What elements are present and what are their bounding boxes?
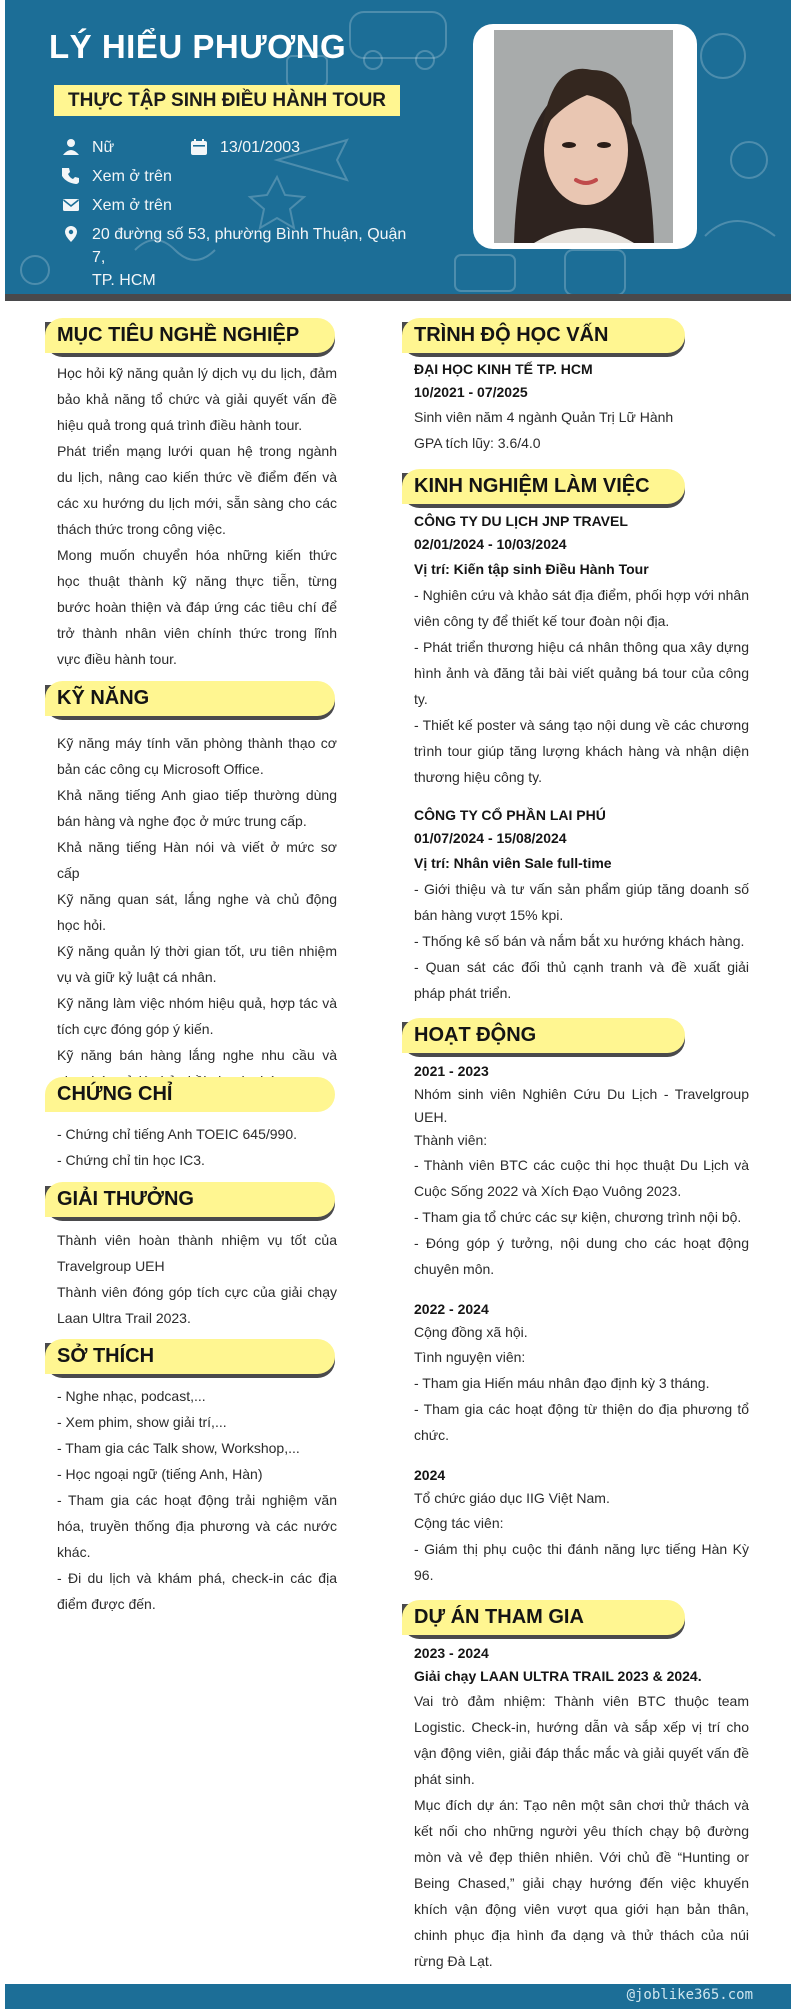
award-item: Thành viên hoàn thành nhiệm vụ tốt của Travelgroup UEH — [57, 1232, 337, 1274]
birthday-row — [190, 136, 300, 159]
experience-bullet: - Thiết kế poster và sáng tạo nội dung về các chương trình tour giúp tăng lượng khách hàng và nhận diện thương hiệu công ty. — [414, 717, 749, 785]
section-title: TRÌNH ĐỘ HỌC VẤN — [402, 318, 685, 353]
education-period: 10/2021 - 07/2025 — [414, 384, 528, 400]
activity-line: - Tham gia các hoạt động từ thiện do địa phương tổ chức. — [414, 1401, 749, 1443]
certificates-list — [57, 1121, 337, 1173]
experience-bullet: - Phát triển thương hiệu cá nhân thông qua xây dựng hình ảnh và đăng tải bài viết quảng bá tour của công ty. — [414, 639, 749, 707]
footer-watermark: @joblike365.com — [626, 1987, 753, 2003]
section-activities — [402, 1018, 685, 1053]
activity-line: Cộng đồng xã hội. — [414, 1324, 528, 1340]
activity-year: 2024 — [414, 1467, 446, 1483]
school-name: ĐẠI HỌC KINH TẾ TP. HCM — [414, 361, 593, 377]
activity-line: - Đóng góp ý tưởng, nội dung cho các hoạt động chuyên môn. — [414, 1235, 749, 1277]
section-title: CHỨNG CHỈ — [45, 1077, 335, 1112]
experience-period: 02/01/2024 - 10/03/2024 — [414, 536, 567, 552]
activity-entry — [414, 1298, 749, 1448]
portrait-illustration — [494, 30, 673, 243]
experience-position: Vị trí: Nhân viên Sale full-time — [414, 855, 612, 871]
career-goal-paragraph: Học hỏi kỹ năng quản lý dịch vụ du lịch, đảm bảo khả năng tổ chức và giải quyết vấn đề hiệu quả trong quá trình điều hành tour. — [57, 365, 337, 433]
activity-line: - Thành viên BTC các cuộc thi học thuật Du Lịch và Cuộc Sống 2022 và Xích Đạo Vuông 2023. — [414, 1157, 749, 1199]
activity-line: - Tham gia Hiến máu nhân đạo định kỳ 3 tháng. — [414, 1375, 710, 1391]
section-projects — [402, 1600, 685, 1635]
user-icon — [62, 138, 80, 156]
certificate-item: - Chứng chỉ tin học IC3. — [57, 1152, 205, 1168]
section-education — [402, 318, 685, 353]
activity-line: Thành viên: — [414, 1132, 488, 1148]
candidate-name: LÝ HIỂU PHƯƠNG — [49, 28, 347, 65]
section-title: KỸ NĂNG — [45, 681, 335, 716]
phone-row — [62, 165, 172, 188]
activity-line: Tình nguyện viên: — [414, 1349, 526, 1365]
section-career-goal — [45, 318, 335, 353]
address-row — [62, 223, 422, 292]
career-goal-paragraph: Phát triển mạng lưới quan hệ trong ngành du lịch, nâng cao kiến thức về điểm đến và các xu hướng du lịch mới, sẵn sàng cho các thách thức trong công việc. — [57, 443, 337, 537]
award-item: Thành viên đóng góp tích cực của giải chạy Laan Ultra Trail 2023. — [57, 1284, 337, 1326]
section-hobbies — [45, 1339, 335, 1374]
gender-value: Nữ — [92, 139, 115, 156]
experience-company: CÔNG TY DU LỊCH JNP TRAVEL — [414, 513, 628, 529]
experience-bullet: - Giới thiệu và tư vấn sản phẩm giúp tăng doanh số bán hàng vượt 15% kpi. — [414, 881, 749, 923]
header-divider — [5, 294, 791, 301]
experience-bullet: - Quan sát các đối thủ cạnh tranh và đề xuất giải pháp phát triển. — [414, 959, 749, 1001]
skill-item: Khả năng tiếng Hàn nói và viết ở mức sơ cấp — [57, 839, 337, 881]
experience-entry — [414, 804, 749, 1006]
hobby-item: - Tham gia các hoạt động trải nghiệm văn hóa, truyền thống địa phương và các nước khác. — [57, 1492, 337, 1560]
email-row — [62, 194, 172, 217]
activity-line: - Tham gia tổ chức các sự kiện, chương trình nội bộ. — [414, 1209, 742, 1225]
experience-company: CÔNG TY CỔ PHẦN LAI PHÚ — [414, 807, 606, 823]
birthday-value: 13/01/2003 — [220, 139, 301, 156]
location-pin-icon — [62, 225, 80, 243]
address-value — [92, 223, 422, 292]
activity-line: Tổ chức giáo dục IIG Việt Nam. — [414, 1490, 610, 1506]
skill-item: Kỹ năng quản lý thời gian tốt, ưu tiên nhiệm vụ và giữ kỷ luật cá nhân. — [57, 943, 337, 985]
skill-item: Khả năng tiếng Anh giao tiếp thường dùng bán hàng và nghe đọc ở mức trung cấp. — [57, 787, 337, 829]
career-goal-paragraph: Mong muốn chuyển hóa những kiến thức học thuật thành kỹ năng thực tiễn, từng bước hoàn thiện và đáp ứng các tiêu chí để trở thành nhân viên chính thức trong lĩnh vực điều hành tour. — [57, 547, 337, 667]
calendar-icon — [190, 138, 208, 156]
section-skills — [45, 681, 335, 716]
activity-year: 2022 - 2024 — [414, 1301, 489, 1317]
project-paragraph: Vai trò đảm nhiệm: Thành viên BTC thuộc team Logistic. Check-in, hướng dẫn và sắp xếp vị trí cho vận động viên, giải đáp thắc mắc và giải quyết vấn đề phát sinh. — [414, 1693, 749, 1787]
section-experience — [402, 469, 685, 504]
activity-line: Nhóm sinh viên Nghiên Cứu Du Lịch - Travelgroup UEH. — [414, 1086, 749, 1125]
hobby-item: - Tham gia các Talk show, Workshop,... — [57, 1440, 300, 1456]
hobby-item: - Xem phim, show giải trí,... — [57, 1414, 227, 1430]
section-title: HOẠT ĐỘNG — [402, 1018, 685, 1053]
phone-icon — [62, 167, 80, 185]
section-awards — [45, 1182, 335, 1217]
section-title: KINH NGHIỆM LÀM VIỆC — [402, 469, 685, 504]
hobby-item: - Đi du lịch và khám phá, check-in các địa điểm được đến. — [57, 1570, 337, 1612]
experience-bullet: - Nghiên cứu và khảo sát địa điểm, phối hợp với nhân viên công ty để thiết kế tour đoàn nội địa. — [414, 587, 749, 629]
experience-list — [414, 510, 749, 1006]
hobby-item: - Học ngoại ngữ (tiếng Anh, Hàn) — [57, 1466, 263, 1482]
activity-line: Cộng tác viên: — [414, 1515, 504, 1531]
section-certificates — [45, 1077, 335, 1112]
footer-bar — [5, 1984, 791, 2009]
experience-bullet: - Thống kê số bán và nắm bắt xu hướng khách hàng. — [414, 933, 745, 949]
activity-entry — [414, 1464, 749, 1588]
section-title: MỤC TIÊU NGHỀ NGHIỆP — [45, 318, 335, 353]
education-gpa: GPA tích lũy: 3.6/4.0 — [414, 435, 541, 451]
hobby-item: - Nghe nhạc, podcast,... — [57, 1388, 206, 1404]
project-title: Giải chạy LAAN ULTRA TRAIL 2023 & 2024. — [414, 1668, 702, 1684]
activity-entry — [414, 1060, 749, 1282]
activity-year: 2021 - 2023 — [414, 1063, 489, 1079]
section-title: GIẢI THƯỞNG — [45, 1182, 335, 1217]
projects-list — [414, 1642, 749, 1974]
profile-photo — [494, 30, 673, 243]
certificate-item: - Chứng chỉ tiếng Anh TOEIC 645/990. — [57, 1126, 298, 1142]
education-major: Sinh viên năm 4 ngành Quản Trị Lữ Hành — [414, 409, 674, 425]
project-paragraph: Mục đích dự án: Tạo nên một sân chơi thử thách và kết nối cho những người yêu thích chạy bộ đường mòn và vẻ đẹp thiên nhiên. Với chủ đề “Hunting or Being Chased,” giải chạy hướng đến việc khuyến khích vận động viên vượt qua giới hạn bản thân, chinh phục địa hình đa dạng và thử thách của núi rừng Đà Lạt. — [414, 1797, 749, 1969]
skill-item: Kỹ năng bán hàng lắng nghe nhu cầu và — [57, 1047, 337, 1063]
project-year: 2023 - 2024 — [414, 1645, 489, 1661]
skill-item: Kỹ năng làm việc nhóm hiệu quả, hợp tác và tích cực đóng góp ý kiến. — [57, 995, 337, 1037]
skills-list — [57, 730, 337, 1094]
job-title-badge: THỰC TẬP SINH ĐIỀU HÀNH TOUR — [54, 85, 400, 116]
activities-list — [414, 1060, 749, 1588]
address-line-2: TP. HCM — [92, 272, 156, 289]
envelope-icon — [62, 196, 80, 214]
career-goal-text — [57, 360, 337, 672]
skill-item: Kỹ năng máy tính văn phòng thành thạo cơ bản các công cụ Microsoft Office. — [57, 735, 337, 777]
email-value[interactable]: Xem ở trên — [92, 197, 172, 214]
section-title: SỞ THÍCH — [45, 1339, 335, 1374]
gender-row — [62, 136, 114, 159]
education-details — [414, 358, 749, 456]
experience-position: Vị trí: Kiến tập sinh Điều Hành Tour — [414, 561, 649, 577]
experience-entry — [414, 510, 749, 790]
phone-value[interactable]: Xem ở trên — [92, 168, 172, 185]
section-title: DỰ ÁN THAM GIA — [402, 1600, 685, 1635]
experience-period: 01/07/2024 - 15/08/2024 — [414, 830, 567, 846]
hobbies-list — [57, 1383, 337, 1617]
address-line-1: 20 đường số 53, phường Bình Thuận, Quận 7, — [92, 226, 407, 266]
activity-line: - Giám thị phụ cuộc thi đánh năng lực tiếng Hàn Kỳ 96. — [414, 1541, 749, 1583]
skill-item: Kỹ năng quan sát, lắng nghe và chủ động học hỏi. — [57, 891, 337, 933]
awards-list — [57, 1227, 337, 1331]
